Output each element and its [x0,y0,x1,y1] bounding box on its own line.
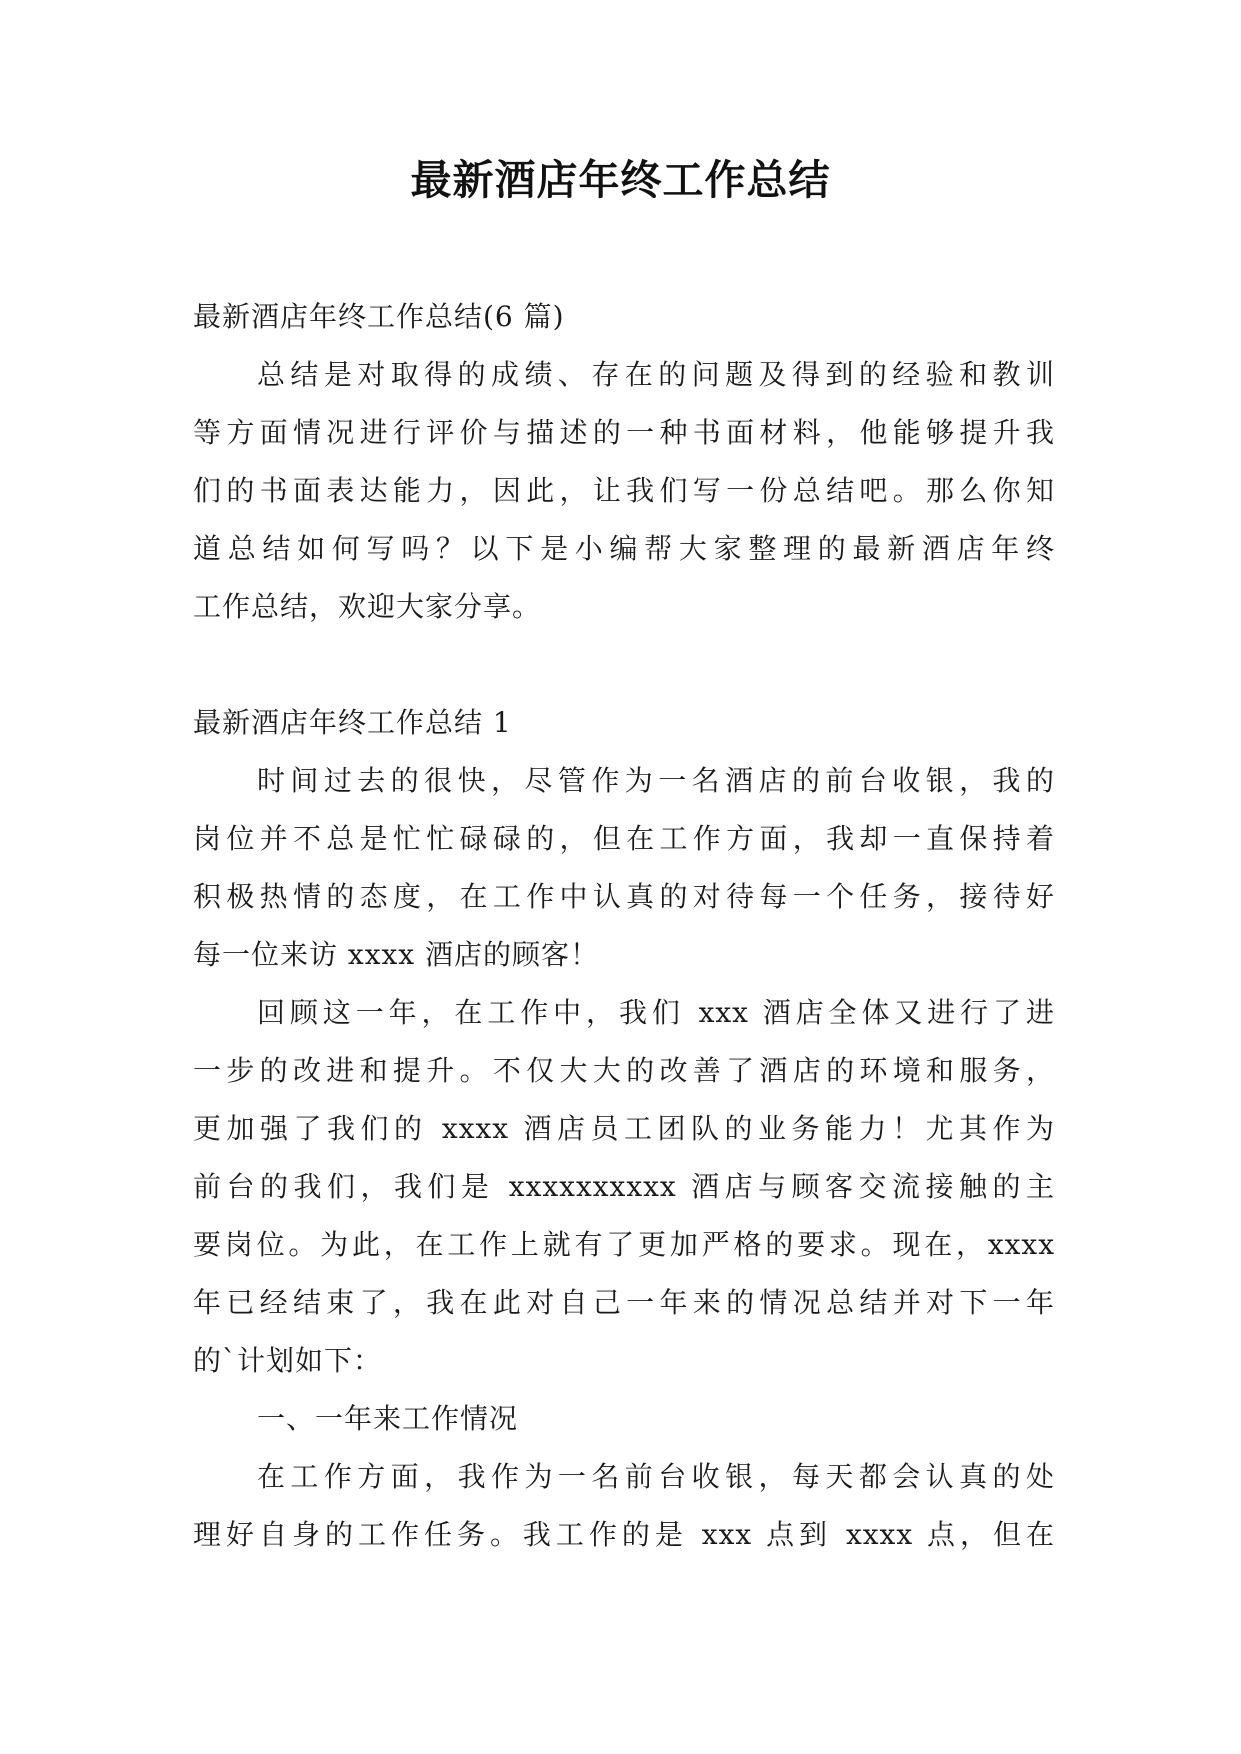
subheading: 一、一年来工作情况 [257,1402,519,1435]
paragraph-line: 回顾这一年，在工作中，我们 xxx 酒店全体又进行了进 [257,996,1055,1029]
paragraph-line: 等方面情况进行评价与描述的一种书面材料，他能够提升我 [193,416,1055,449]
body-paragraph [193,752,1055,984]
paragraph-line: 理好自身的工作任务。我工作的是 xxx 点到 xxxx 点，但在 [193,1518,1055,1551]
paragraph-line: 要岗位。为此，在工作上就有了更加严格的要求。现在，xxxx [193,1228,1055,1261]
paragraph-line: 时间过去的很快，尽管作为一名酒店的前台收银，我的 [257,764,1055,797]
paragraph-line: 更加强了我们的 xxxx 酒店员工团队的业务能力！尤其作为 [193,1112,1055,1145]
paragraph-line: 道总结如何写吗？以下是小编帮大家整理的最新酒店年终 [193,532,1055,565]
body-paragraph [193,1448,1055,1564]
intro-paragraph [193,346,1055,636]
paragraph-line: 积极热情的态度，在工作中认真的对待每一个任务，接待好 [193,880,1055,913]
body-paragraph [193,984,1055,1390]
document-subtitle: 最新酒店年终工作总结(6 篇) [193,300,565,333]
paragraph-line: 岗位并不总是忙忙碌碌的，但在工作方面，我却一直保持着 [193,822,1055,855]
paragraph-line: 总结是对取得的成绩、存在的问题及得到的经验和教训 [257,358,1055,391]
paragraph-line: 在工作方面，我作为一名前台收银，每天都会认真的处 [257,1460,1055,1493]
paragraph-line: 每一位来访 xxxx 酒店的顾客！ [193,938,599,971]
paragraph-line: 年已经结束了，我在此对自己一年来的情况总结并对下一年 [193,1286,1055,1319]
paragraph-line: 一步的改进和提升。不仅大大的改善了酒店的环境和服务， [193,1054,1055,1087]
paragraph-line: 前台的我们，我们是 xxxxxxxxxx 酒店与顾客交流接触的主 [193,1170,1055,1203]
section-heading: 最新酒店年终工作总结 1 [193,706,512,739]
document-title: 最新酒店年终工作总结 [410,156,831,204]
paragraph-line: 们的书面表达能力，因此，让我们写一份总结吧。那么你知 [193,474,1055,507]
paragraph-gap [193,636,1055,694]
paragraph-line: 工作总结，欢迎大家分享。 [193,590,542,623]
document-body [193,288,1055,1564]
paragraph-line: 的`计划如下： [193,1344,383,1377]
